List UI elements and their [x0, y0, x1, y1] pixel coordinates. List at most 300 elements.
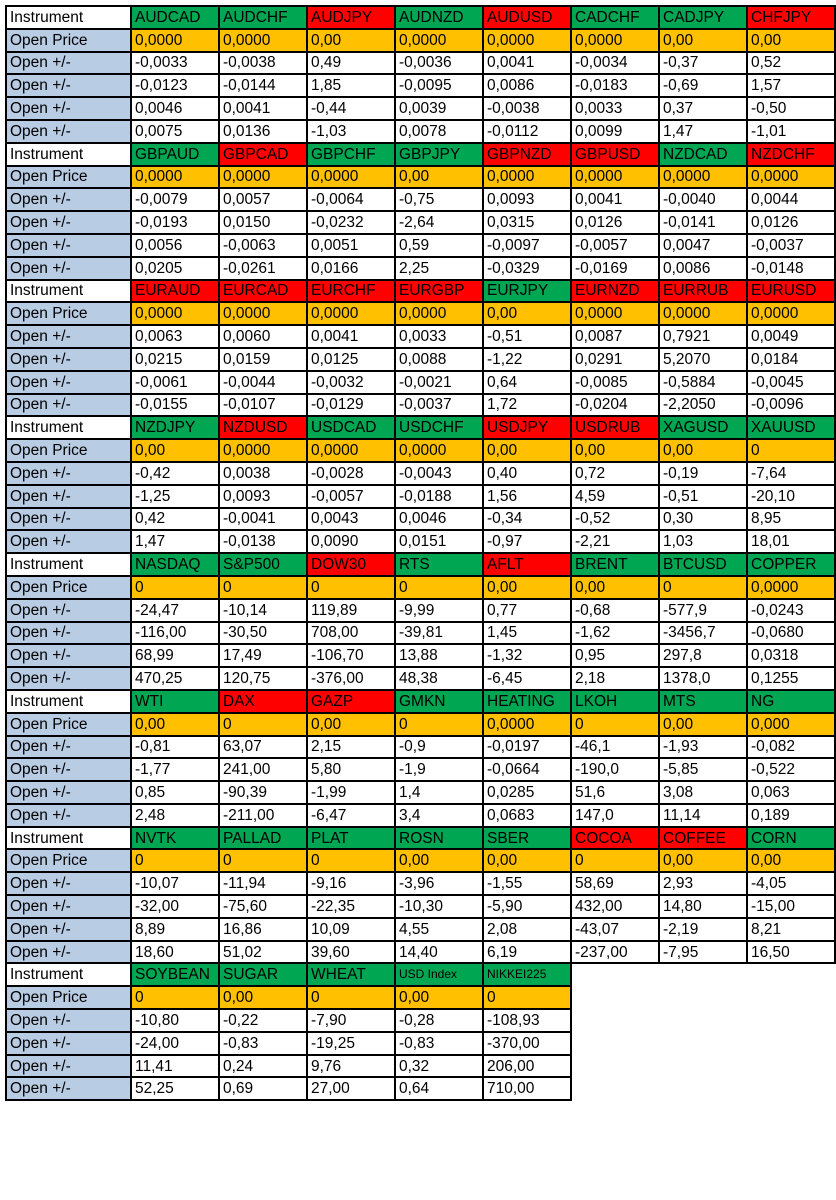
open-change-cell[interactable]: -7,95: [659, 941, 747, 964]
open-change-cell[interactable]: -0,0243: [747, 599, 835, 622]
open-change-cell[interactable]: -0,0064: [307, 188, 395, 211]
open-change-cell[interactable]: 6,19: [483, 941, 571, 964]
instrument-header-cell[interactable]: CHFJPY: [747, 6, 835, 29]
row-label-open-change[interactable]: Open +/-: [6, 1009, 131, 1032]
row-label-open-change[interactable]: Open +/-: [6, 234, 131, 257]
open-change-cell[interactable]: 0,0043: [307, 508, 395, 531]
instrument-header-cell[interactable]: SOYBEAN: [131, 963, 219, 986]
row-label-instrument[interactable]: Instrument: [6, 6, 131, 29]
open-change-cell[interactable]: -0,082: [747, 736, 835, 759]
open-price-cell[interactable]: 0: [571, 849, 659, 872]
open-change-cell[interactable]: -46,1: [571, 736, 659, 759]
instrument-header-cell[interactable]: PALLAD: [219, 827, 307, 850]
open-change-cell[interactable]: -0,9: [395, 736, 483, 759]
open-change-cell[interactable]: 0,77: [483, 599, 571, 622]
open-change-cell[interactable]: -0,0043: [395, 462, 483, 485]
instrument-header-cell[interactable]: NG: [747, 690, 835, 713]
open-change-cell[interactable]: 0,0291: [571, 348, 659, 371]
open-change-cell[interactable]: 52,25: [131, 1077, 219, 1100]
open-change-cell[interactable]: -0,68: [571, 599, 659, 622]
instrument-header-cell[interactable]: SUGAR: [219, 963, 307, 986]
open-change-cell[interactable]: -1,25: [131, 485, 219, 508]
open-change-cell[interactable]: -10,07: [131, 872, 219, 895]
open-change-cell[interactable]: 0,30: [659, 508, 747, 531]
open-change-cell[interactable]: -1,99: [307, 781, 395, 804]
open-change-cell[interactable]: 0,0159: [219, 348, 307, 371]
open-change-cell[interactable]: 0,0033: [395, 325, 483, 348]
open-change-cell[interactable]: -370,00: [483, 1032, 571, 1055]
instrument-header-cell[interactable]: NZDCHF: [747, 143, 835, 166]
open-change-cell[interactable]: -1,32: [483, 644, 571, 667]
row-label-open-change[interactable]: Open +/-: [6, 599, 131, 622]
open-change-cell[interactable]: 0,0126: [747, 211, 835, 234]
open-price-cell[interactable]: 0,00: [659, 849, 747, 872]
instrument-header-cell[interactable]: GAZP: [307, 690, 395, 713]
open-change-cell[interactable]: 0,0086: [659, 257, 747, 280]
open-change-cell[interactable]: -0,0664: [483, 758, 571, 781]
open-change-cell[interactable]: -0,0085: [571, 371, 659, 394]
open-change-cell[interactable]: -0,0261: [219, 257, 307, 280]
open-change-cell[interactable]: 14,40: [395, 941, 483, 964]
open-change-cell[interactable]: 0,0051: [307, 234, 395, 257]
open-change-cell[interactable]: 0,52: [747, 52, 835, 75]
instrument-header-cell[interactable]: DOW30: [307, 553, 395, 576]
open-change-cell[interactable]: 0,0041: [219, 97, 307, 120]
open-price-cell[interactable]: 0,00: [131, 439, 219, 462]
instrument-header-cell[interactable]: GBPAUD: [131, 143, 219, 166]
open-change-cell[interactable]: 13,88: [395, 644, 483, 667]
open-change-cell[interactable]: -0,522: [747, 758, 835, 781]
open-change-cell[interactable]: 0,0315: [483, 211, 571, 234]
open-change-cell[interactable]: 1,47: [131, 530, 219, 553]
open-change-cell[interactable]: -1,03: [307, 120, 395, 143]
open-change-cell[interactable]: -0,0138: [219, 530, 307, 553]
open-change-cell[interactable]: -2,64: [395, 211, 483, 234]
open-price-cell[interactable]: 0,0000: [571, 29, 659, 52]
instrument-header-cell[interactable]: WHEAT: [307, 963, 395, 986]
open-change-cell[interactable]: 206,00: [483, 1055, 571, 1078]
open-change-cell[interactable]: -0,0144: [219, 74, 307, 97]
open-change-cell[interactable]: 0,0099: [571, 120, 659, 143]
open-price-cell[interactable]: 0,0000: [747, 302, 835, 325]
row-label-open-change[interactable]: Open +/-: [6, 74, 131, 97]
instrument-header-cell[interactable]: NVTK: [131, 827, 219, 850]
instrument-header-cell[interactable]: EURUSD: [747, 280, 835, 303]
instrument-header-cell[interactable]: EURCHF: [307, 280, 395, 303]
open-change-cell[interactable]: 48,38: [395, 667, 483, 690]
open-change-cell[interactable]: -376,00: [307, 667, 395, 690]
row-label-instrument[interactable]: Instrument: [6, 143, 131, 166]
open-price-cell[interactable]: 0,00: [483, 302, 571, 325]
open-change-cell[interactable]: 8,95: [747, 508, 835, 531]
open-change-cell[interactable]: -0,0079: [131, 188, 219, 211]
open-change-cell[interactable]: 0,0078: [395, 120, 483, 143]
open-change-cell[interactable]: -6,45: [483, 667, 571, 690]
open-price-cell[interactable]: 0: [571, 713, 659, 736]
open-change-cell[interactable]: -0,0129: [307, 394, 395, 417]
open-price-cell[interactable]: 0,0000: [219, 29, 307, 52]
open-change-cell[interactable]: 3,4: [395, 804, 483, 827]
open-change-cell[interactable]: -32,00: [131, 895, 219, 918]
open-change-cell[interactable]: 0,0060: [219, 325, 307, 348]
row-label-open-change[interactable]: Open +/-: [6, 485, 131, 508]
open-change-cell[interactable]: 3,08: [659, 781, 747, 804]
open-price-cell[interactable]: 0,00: [131, 713, 219, 736]
open-change-cell[interactable]: 8,21: [747, 918, 835, 941]
open-price-cell[interactable]: 0,000: [747, 713, 835, 736]
open-change-cell[interactable]: -0,52: [571, 508, 659, 531]
open-change-cell[interactable]: -116,00: [131, 622, 219, 645]
open-change-cell[interactable]: -2,21: [571, 530, 659, 553]
open-change-cell[interactable]: 0,42: [131, 508, 219, 531]
open-change-cell[interactable]: -0,0329: [483, 257, 571, 280]
open-change-cell[interactable]: 27,00: [307, 1077, 395, 1100]
open-change-cell[interactable]: -106,70: [307, 644, 395, 667]
instrument-header-cell[interactable]: CADCHF: [571, 6, 659, 29]
open-change-cell[interactable]: -9,99: [395, 599, 483, 622]
instrument-header-cell[interactable]: EURAUD: [131, 280, 219, 303]
open-change-cell[interactable]: 0,0063: [131, 325, 219, 348]
instrument-header-cell[interactable]: XAUUSD: [747, 416, 835, 439]
open-change-cell[interactable]: 432,00: [571, 895, 659, 918]
open-change-cell[interactable]: -0,69: [659, 74, 747, 97]
open-change-cell[interactable]: 0,0046: [395, 508, 483, 531]
instrument-header-cell[interactable]: USDCHF: [395, 416, 483, 439]
instrument-header-cell[interactable]: GMKN: [395, 690, 483, 713]
open-change-cell[interactable]: 1,85: [307, 74, 395, 97]
open-change-cell[interactable]: -0,0038: [483, 97, 571, 120]
open-change-cell[interactable]: 470,25: [131, 667, 219, 690]
open-change-cell[interactable]: 2,08: [483, 918, 571, 941]
open-change-cell[interactable]: -10,80: [131, 1009, 219, 1032]
open-change-cell[interactable]: 710,00: [483, 1077, 571, 1100]
open-price-cell[interactable]: 0,00: [219, 986, 307, 1009]
row-label-open-change[interactable]: Open +/-: [6, 530, 131, 553]
open-change-cell[interactable]: 147,0: [571, 804, 659, 827]
open-change-cell[interactable]: -1,9: [395, 758, 483, 781]
row-label-open-change[interactable]: Open +/-: [6, 644, 131, 667]
open-change-cell[interactable]: -0,0040: [659, 188, 747, 211]
open-change-cell[interactable]: -0,83: [395, 1032, 483, 1055]
open-change-cell[interactable]: 16,86: [219, 918, 307, 941]
instrument-header-cell[interactable]: GBPUSD: [571, 143, 659, 166]
row-label-open-change[interactable]: Open +/-: [6, 736, 131, 759]
open-change-cell[interactable]: 0,189: [747, 804, 835, 827]
open-change-cell[interactable]: -0,0095: [395, 74, 483, 97]
open-price-cell[interactable]: 0,0000: [571, 302, 659, 325]
open-change-cell[interactable]: 0,37: [659, 97, 747, 120]
open-change-cell[interactable]: 0,64: [483, 371, 571, 394]
open-change-cell[interactable]: 0,32: [395, 1055, 483, 1078]
open-change-cell[interactable]: -0,0037: [747, 234, 835, 257]
open-change-cell[interactable]: -0,51: [483, 325, 571, 348]
row-label-open-change[interactable]: Open +/-: [6, 97, 131, 120]
open-change-cell[interactable]: 0,0093: [219, 485, 307, 508]
instrument-header-cell[interactable]: NZDCAD: [659, 143, 747, 166]
open-change-cell[interactable]: -1,22: [483, 348, 571, 371]
open-change-cell[interactable]: -0,0041: [219, 508, 307, 531]
instrument-header-cell[interactable]: AFLT: [483, 553, 571, 576]
open-change-cell[interactable]: 0,95: [571, 644, 659, 667]
row-label-open-change[interactable]: Open +/-: [6, 188, 131, 211]
row-label-open-change[interactable]: Open +/-: [6, 371, 131, 394]
open-price-cell[interactable]: 0,00: [307, 29, 395, 52]
open-change-cell[interactable]: -0,0107: [219, 394, 307, 417]
open-change-cell[interactable]: 0,0041: [571, 188, 659, 211]
open-change-cell[interactable]: 0,0044: [747, 188, 835, 211]
open-price-cell[interactable]: 0: [219, 576, 307, 599]
instrument-header-cell[interactable]: GBPJPY: [395, 143, 483, 166]
row-label-open-price[interactable]: Open Price: [6, 29, 131, 52]
open-change-cell[interactable]: 0,0075: [131, 120, 219, 143]
open-change-cell[interactable]: 2,18: [571, 667, 659, 690]
instrument-header-cell[interactable]: NZDUSD: [219, 416, 307, 439]
open-price-cell[interactable]: 0,0000: [131, 302, 219, 325]
open-change-cell[interactable]: -4,05: [747, 872, 835, 895]
row-label-open-change[interactable]: Open +/-: [6, 804, 131, 827]
open-change-cell[interactable]: 68,99: [131, 644, 219, 667]
instrument-header-cell[interactable]: AUDUSD: [483, 6, 571, 29]
open-change-cell[interactable]: -0,0061: [131, 371, 219, 394]
open-change-cell[interactable]: -0,51: [659, 485, 747, 508]
open-change-cell[interactable]: 5,80: [307, 758, 395, 781]
open-change-cell[interactable]: 1,4: [395, 781, 483, 804]
open-change-cell[interactable]: -0,81: [131, 736, 219, 759]
row-label-open-change[interactable]: Open +/-: [6, 211, 131, 234]
instrument-header-cell[interactable]: GBPNZD: [483, 143, 571, 166]
open-price-cell[interactable]: 0,0000: [747, 166, 835, 189]
instrument-header-cell[interactable]: CADJPY: [659, 6, 747, 29]
open-change-cell[interactable]: -0,0021: [395, 371, 483, 394]
instrument-header-cell[interactable]: EURCAD: [219, 280, 307, 303]
open-change-cell[interactable]: 0,0038: [219, 462, 307, 485]
open-change-cell[interactable]: -0,0096: [747, 394, 835, 417]
instrument-header-cell[interactable]: AUDCHF: [219, 6, 307, 29]
open-price-cell[interactable]: 0,00: [483, 439, 571, 462]
open-price-cell[interactable]: 0,00: [747, 29, 835, 52]
open-price-cell[interactable]: 0,00: [483, 576, 571, 599]
open-change-cell[interactable]: -22,35: [307, 895, 395, 918]
row-label-open-change[interactable]: Open +/-: [6, 895, 131, 918]
instrument-header-cell[interactable]: PLAT: [307, 827, 395, 850]
open-change-cell[interactable]: 2,15: [307, 736, 395, 759]
instrument-header-cell[interactable]: BTCUSD: [659, 553, 747, 576]
open-price-cell[interactable]: 0: [747, 439, 835, 462]
instrument-header-cell[interactable]: S&P500: [219, 553, 307, 576]
open-change-cell[interactable]: 0,0049: [747, 325, 835, 348]
open-change-cell[interactable]: 1,03: [659, 530, 747, 553]
open-change-cell[interactable]: 0,85: [131, 781, 219, 804]
open-price-cell[interactable]: 0,0000: [219, 439, 307, 462]
open-change-cell[interactable]: -0,19: [659, 462, 747, 485]
row-label-open-price[interactable]: Open Price: [6, 713, 131, 736]
open-change-cell[interactable]: 0,0125: [307, 348, 395, 371]
instrument-header-cell[interactable]: GBPCHF: [307, 143, 395, 166]
open-change-cell[interactable]: 63,07: [219, 736, 307, 759]
open-change-cell[interactable]: 1,45: [483, 622, 571, 645]
open-price-cell[interactable]: 0: [659, 576, 747, 599]
open-change-cell[interactable]: 0,0166: [307, 257, 395, 280]
instrument-header-cell[interactable]: WTI: [131, 690, 219, 713]
open-price-cell[interactable]: 0,00: [395, 849, 483, 872]
row-label-open-change[interactable]: Open +/-: [6, 622, 131, 645]
instrument-header-cell[interactable]: ROSN: [395, 827, 483, 850]
open-change-cell[interactable]: 708,00: [307, 622, 395, 645]
row-label-open-change[interactable]: Open +/-: [6, 52, 131, 75]
open-change-cell[interactable]: 119,89: [307, 599, 395, 622]
row-label-open-change[interactable]: Open +/-: [6, 1032, 131, 1055]
row-label-open-price[interactable]: Open Price: [6, 576, 131, 599]
open-change-cell[interactable]: -2,19: [659, 918, 747, 941]
open-change-cell[interactable]: -30,50: [219, 622, 307, 645]
open-change-cell[interactable]: 0,063: [747, 781, 835, 804]
open-price-cell[interactable]: 0: [307, 849, 395, 872]
open-change-cell[interactable]: -0,34: [483, 508, 571, 531]
instrument-header-cell[interactable]: BRENT: [571, 553, 659, 576]
open-change-cell[interactable]: -6,47: [307, 804, 395, 827]
open-price-cell[interactable]: 0,0000: [659, 166, 747, 189]
open-price-cell[interactable]: 0,0000: [747, 576, 835, 599]
open-change-cell[interactable]: -5,85: [659, 758, 747, 781]
open-change-cell[interactable]: -10,14: [219, 599, 307, 622]
open-change-cell[interactable]: 1,57: [747, 74, 835, 97]
open-price-cell[interactable]: 0: [131, 849, 219, 872]
instrument-header-cell[interactable]: SBER: [483, 827, 571, 850]
open-change-cell[interactable]: 2,93: [659, 872, 747, 895]
open-change-cell[interactable]: -211,00: [219, 804, 307, 827]
open-change-cell[interactable]: 0,0087: [571, 325, 659, 348]
open-change-cell[interactable]: -0,0097: [483, 234, 571, 257]
open-change-cell[interactable]: -0,28: [395, 1009, 483, 1032]
open-price-cell[interactable]: 0,0000: [131, 166, 219, 189]
row-label-open-change[interactable]: Open +/-: [6, 758, 131, 781]
open-price-cell[interactable]: 0: [219, 713, 307, 736]
open-change-cell[interactable]: 18,01: [747, 530, 835, 553]
open-change-cell[interactable]: -24,00: [131, 1032, 219, 1055]
open-change-cell[interactable]: -1,55: [483, 872, 571, 895]
row-label-open-price[interactable]: Open Price: [6, 986, 131, 1009]
open-change-cell[interactable]: 0,40: [483, 462, 571, 485]
open-price-cell[interactable]: 0,00: [483, 849, 571, 872]
open-change-cell[interactable]: -0,0044: [219, 371, 307, 394]
open-change-cell[interactable]: -0,0204: [571, 394, 659, 417]
open-change-cell[interactable]: 0,0046: [131, 97, 219, 120]
open-price-cell[interactable]: 0,00: [395, 166, 483, 189]
instrument-header-cell[interactable]: CORN: [747, 827, 835, 850]
open-change-cell[interactable]: 297,8: [659, 644, 747, 667]
open-change-cell[interactable]: -3456,7: [659, 622, 747, 645]
open-change-cell[interactable]: 0,0047: [659, 234, 747, 257]
open-change-cell[interactable]: 0,0033: [571, 97, 659, 120]
open-change-cell[interactable]: 0,49: [307, 52, 395, 75]
open-change-cell[interactable]: -0,0033: [131, 52, 219, 75]
instrument-header-cell[interactable]: LKOH: [571, 690, 659, 713]
open-change-cell[interactable]: 0,0184: [747, 348, 835, 371]
open-price-cell[interactable]: 0,0000: [571, 166, 659, 189]
instrument-header-cell[interactable]: NASDAQ: [131, 553, 219, 576]
instrument-header-cell[interactable]: AUDCAD: [131, 6, 219, 29]
open-change-cell[interactable]: 0,64: [395, 1077, 483, 1100]
open-price-cell[interactable]: 0: [131, 576, 219, 599]
row-label-instrument[interactable]: Instrument: [6, 553, 131, 576]
instrument-header-cell[interactable]: AUDJPY: [307, 6, 395, 29]
open-change-cell[interactable]: -0,42: [131, 462, 219, 485]
instrument-header-cell[interactable]: HEATING: [483, 690, 571, 713]
open-change-cell[interactable]: 0,0086: [483, 74, 571, 97]
open-change-cell[interactable]: -1,93: [659, 736, 747, 759]
open-change-cell[interactable]: 0,0093: [483, 188, 571, 211]
open-change-cell[interactable]: -19,25: [307, 1032, 395, 1055]
instrument-header-cell[interactable]: COFFEE: [659, 827, 747, 850]
open-change-cell[interactable]: 0,59: [395, 234, 483, 257]
open-price-cell[interactable]: 0,0000: [483, 166, 571, 189]
open-change-cell[interactable]: 8,89: [131, 918, 219, 941]
open-change-cell[interactable]: 2,48: [131, 804, 219, 827]
open-change-cell[interactable]: -3,96: [395, 872, 483, 895]
open-price-cell[interactable]: 0,0000: [395, 439, 483, 462]
open-price-cell[interactable]: 0: [307, 986, 395, 1009]
open-change-cell[interactable]: 0,0150: [219, 211, 307, 234]
open-change-cell[interactable]: -0,0037: [395, 394, 483, 417]
open-price-cell[interactable]: 0,00: [571, 439, 659, 462]
instrument-header-cell[interactable]: EURRUB: [659, 280, 747, 303]
open-change-cell[interactable]: -0,0057: [307, 485, 395, 508]
row-label-open-change[interactable]: Open +/-: [6, 508, 131, 531]
open-change-cell[interactable]: -0,0028: [307, 462, 395, 485]
open-change-cell[interactable]: 1,56: [483, 485, 571, 508]
open-change-cell[interactable]: -0,0169: [571, 257, 659, 280]
instrument-header-cell[interactable]: COCOA: [571, 827, 659, 850]
open-change-cell[interactable]: -90,39: [219, 781, 307, 804]
open-price-cell[interactable]: 0: [395, 713, 483, 736]
open-change-cell[interactable]: -0,0032: [307, 371, 395, 394]
row-label-open-price[interactable]: Open Price: [6, 439, 131, 462]
row-label-open-change[interactable]: Open +/-: [6, 325, 131, 348]
open-change-cell[interactable]: -0,5884: [659, 371, 747, 394]
open-change-cell[interactable]: 120,75: [219, 667, 307, 690]
open-change-cell[interactable]: -0,0034: [571, 52, 659, 75]
open-price-cell[interactable]: 0,00: [659, 439, 747, 462]
open-price-cell[interactable]: 0,0000: [131, 29, 219, 52]
open-change-cell[interactable]: -75,60: [219, 895, 307, 918]
open-change-cell[interactable]: 0,0285: [483, 781, 571, 804]
row-label-instrument[interactable]: Instrument: [6, 827, 131, 850]
instrument-header-cell[interactable]: DAX: [219, 690, 307, 713]
open-change-cell[interactable]: 4,55: [395, 918, 483, 941]
instrument-header-cell[interactable]: RTS: [395, 553, 483, 576]
open-change-cell[interactable]: 16,50: [747, 941, 835, 964]
open-change-cell[interactable]: 10,09: [307, 918, 395, 941]
row-label-open-change[interactable]: Open +/-: [6, 941, 131, 964]
open-change-cell[interactable]: -2,2050: [659, 394, 747, 417]
open-change-cell[interactable]: 0,0056: [131, 234, 219, 257]
instrument-header-cell[interactable]: USDJPY: [483, 416, 571, 439]
open-price-cell[interactable]: 0: [483, 986, 571, 1009]
row-label-open-change[interactable]: Open +/-: [6, 667, 131, 690]
open-change-cell[interactable]: 11,41: [131, 1055, 219, 1078]
row-label-open-price[interactable]: Open Price: [6, 849, 131, 872]
row-label-open-change[interactable]: Open +/-: [6, 872, 131, 895]
instrument-header-cell[interactable]: NZDJPY: [131, 416, 219, 439]
open-change-cell[interactable]: -0,97: [483, 530, 571, 553]
open-change-cell[interactable]: -0,83: [219, 1032, 307, 1055]
open-price-cell[interactable]: 0,0000: [219, 302, 307, 325]
open-change-cell[interactable]: 0,1255: [747, 667, 835, 690]
open-change-cell[interactable]: 0,7921: [659, 325, 747, 348]
row-label-instrument[interactable]: Instrument: [6, 416, 131, 439]
open-change-cell[interactable]: -1,77: [131, 758, 219, 781]
open-price-cell[interactable]: 0,0000: [395, 302, 483, 325]
